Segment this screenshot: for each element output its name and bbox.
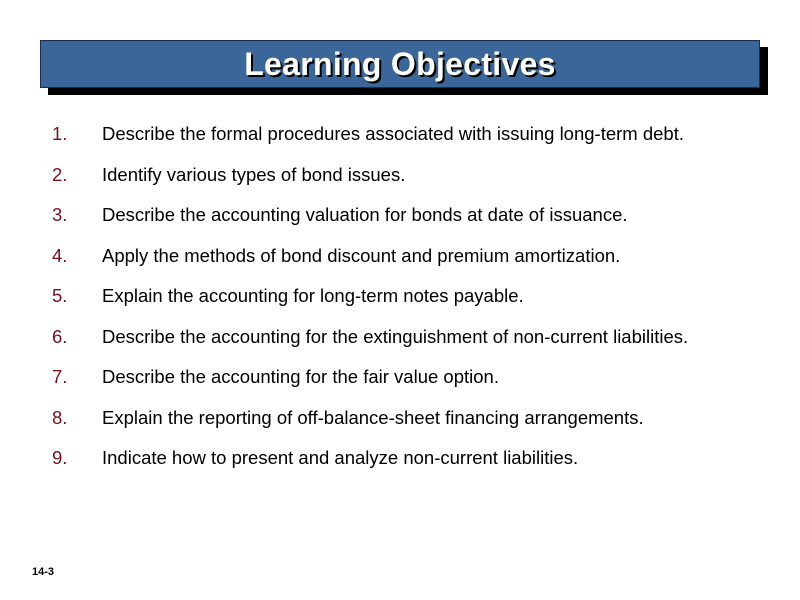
item-text: Identify various types of bond issues. — [102, 163, 406, 185]
page-title: Learning Objectives — [244, 45, 556, 82]
objectives-list — [52, 119, 772, 484]
list-item — [52, 281, 772, 310]
list-item — [52, 160, 772, 189]
title-bar — [40, 40, 760, 88]
list-item — [52, 200, 772, 229]
item-number: 1. — [52, 123, 68, 144]
list-item — [52, 119, 772, 148]
item-text: Describe the accounting valuation for bonds at date of issuance. — [102, 204, 628, 225]
list-item — [52, 362, 772, 391]
item-number: 3. — [52, 204, 68, 225]
item-text: Indicate how to present and analyze non-current liabilities. — [102, 447, 579, 468]
item-text: Apply the methods of bond discount and premium amortization. — [102, 244, 621, 266]
item-number: 6. — [52, 325, 68, 347]
item-number: 4. — [52, 244, 68, 266]
item-number: 2. — [52, 163, 68, 185]
item-text: Explain the reporting of off-balance-sheet financing arrangements. — [102, 406, 644, 428]
item-text: Describe the accounting for the fair value option. — [102, 366, 499, 387]
slide-number: 14-3 — [32, 566, 55, 578]
list-item — [52, 241, 772, 270]
list-item — [52, 322, 772, 351]
item-text: Describe the accounting for the extinguishment of non-current liabilities. — [102, 325, 689, 347]
list-item — [52, 403, 772, 432]
item-number: 5. — [52, 285, 68, 306]
item-text: Explain the accounting for long-term notes payable. — [102, 285, 524, 306]
item-number: 9. — [52, 447, 68, 468]
item-text: Describe the formal procedures associated with issuing long-term debt. — [102, 123, 685, 144]
item-number: 7. — [52, 366, 68, 387]
item-number: 8. — [52, 406, 68, 428]
list-item — [52, 443, 772, 472]
